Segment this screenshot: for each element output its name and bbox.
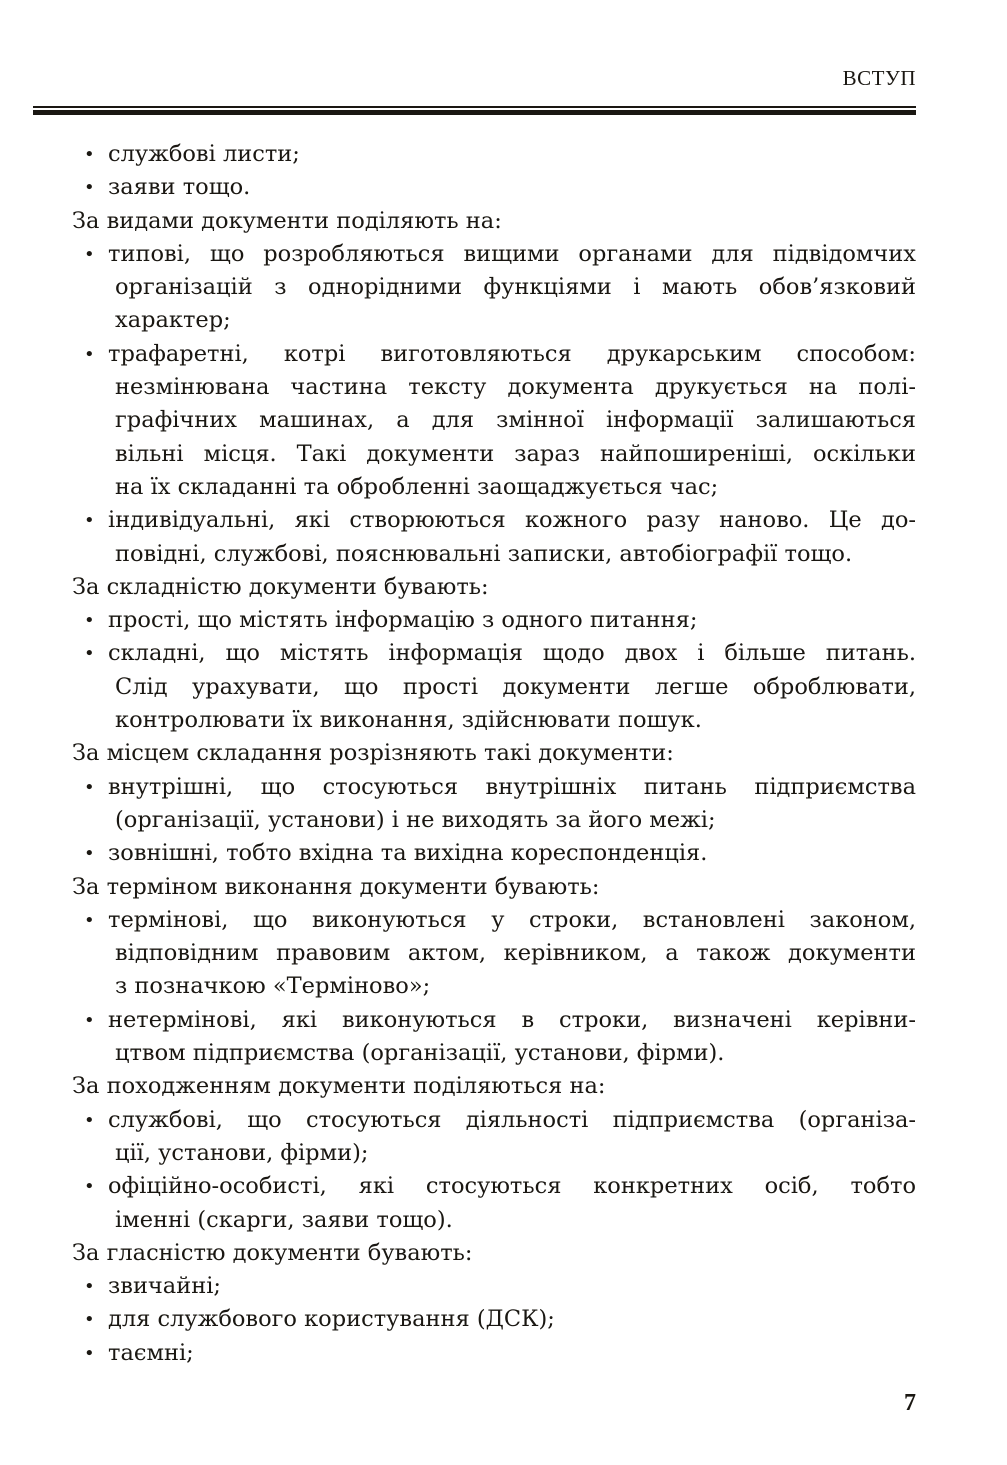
running-header: ВСТУП [842, 66, 916, 90]
list-item-line [0, 1170, 1007, 1203]
bullet-icon: • [84, 343, 95, 365]
list-item-line [0, 837, 1007, 870]
paragraph-line [0, 1237, 1007, 1270]
line-text: термінові, що виконуються у строки, встановлені законом, [108, 906, 916, 933]
line-text: для службового користування (ДСК); [108, 1306, 555, 1333]
list-item-line [0, 1104, 1007, 1137]
list-item-line [0, 271, 1007, 304]
line-text: таємні; [108, 1339, 194, 1366]
list-item-line [0, 1037, 1007, 1070]
list-item-line [0, 1270, 1007, 1303]
list-item-line [0, 471, 1007, 504]
line-text: ції, установи, фірми); [115, 1139, 369, 1166]
line-text: За місцем складання розрізняють такі документи: [72, 740, 674, 767]
line-text: графічних машинах, а для змінної інформації залишаються [115, 407, 916, 434]
line-text: За гласністю документи бувають: [72, 1239, 473, 1266]
line-text: (організації, установи) і не виходять за його межі; [115, 806, 716, 833]
list-item-line [0, 704, 1007, 737]
paragraph-line [0, 871, 1007, 904]
page-body [0, 138, 1007, 1370]
line-text: За видами документи поділяють на: [72, 207, 502, 234]
bullet-icon: • [84, 1109, 95, 1131]
line-text: вільні місця. Такі документи зараз найпоширеніші, оскільки [115, 440, 916, 467]
list-item-line [0, 771, 1007, 804]
line-text: організацій з однорідними функціями і мають обов’язковий [115, 274, 916, 301]
line-text: внутрішні, що стосуються внутрішніх питань підприємства [108, 773, 916, 800]
list-item-line [0, 1303, 1007, 1336]
paragraph-line [0, 1070, 1007, 1103]
line-text: на їх складанні та обробленні заощаджується час; [115, 473, 719, 500]
line-text: незмінювана частина тексту документа друкується на полі- [115, 374, 916, 401]
list-item-line [0, 438, 1007, 471]
line-text: складні, що містять інформація щодо двох і більше питань. [108, 640, 916, 667]
bullet-icon: • [84, 243, 95, 265]
bullet-icon: • [84, 1009, 95, 1031]
list-item-line [0, 804, 1007, 837]
list-item-line [0, 1137, 1007, 1170]
header-rule-thin [33, 106, 916, 108]
page-number: 7 [904, 1390, 916, 1416]
line-text: нетермінові, які виконуються в строки, визначені керівни- [108, 1006, 916, 1033]
bullet-icon: • [84, 909, 95, 931]
list-item-line [0, 937, 1007, 970]
list-item-line [0, 1204, 1007, 1237]
line-text: відповідним правовим актом, керівником, а також документи [115, 940, 916, 967]
bullet-icon: • [84, 510, 95, 532]
paragraph-line [0, 571, 1007, 604]
bullet-icon: • [84, 1342, 95, 1364]
header-rule-thick [33, 110, 916, 115]
line-text: За терміном виконання документи бувають: [72, 873, 600, 900]
line-text: За походженням документи поділяються на: [72, 1073, 606, 1100]
bullet-icon: • [84, 610, 95, 632]
list-item-line [0, 604, 1007, 637]
line-text: службові листи; [108, 141, 300, 167]
list-item-line [0, 138, 1007, 171]
line-text: зовнішні, тобто вхідна та вихідна кореспонденція. [108, 840, 708, 867]
paragraph-line [0, 737, 1007, 770]
line-text: індивідуальні, які створюються кожного разу наново. Це до- [108, 507, 916, 534]
line-text: типові, що розробляються вищими органами для підвідомчих [108, 240, 916, 267]
line-text: іменні (скарги, заяви тощо). [115, 1206, 453, 1233]
line-text: цтвом підприємства (організації, установи, фірми). [115, 1040, 725, 1067]
list-item-line [0, 504, 1007, 537]
line-text: заяви тощо. [108, 174, 251, 201]
list-item-line [0, 371, 1007, 404]
bullet-icon: • [84, 643, 95, 665]
bullet-icon: • [84, 1276, 95, 1298]
line-text: трафаретні, котрі виготовляються друкарським способом: [108, 340, 916, 367]
bullet-icon: • [84, 177, 95, 199]
list-item-line [0, 338, 1007, 371]
list-item-line [0, 304, 1007, 337]
list-item-line [0, 171, 1007, 204]
list-item-line [0, 970, 1007, 1003]
line-text: контролювати їх виконання, здійснювати пошук. [115, 707, 702, 734]
list-item-line [0, 637, 1007, 670]
line-text: За складністю документи бувають: [72, 573, 489, 600]
list-item-line [0, 538, 1007, 571]
bullet-icon: • [84, 1176, 95, 1198]
list-item-line [0, 1337, 1007, 1370]
line-text: службові, що стосуються діяльності підприємства (організа- [108, 1106, 916, 1133]
bullet-icon: • [84, 144, 95, 165]
line-text: з позначкою «Терміново»; [115, 973, 431, 1000]
line-text: офіційно-особисті, які стосуються конкретних осіб, тобто [108, 1173, 916, 1200]
list-item-line [0, 671, 1007, 704]
line-text: характер; [115, 307, 231, 334]
bullet-icon: • [84, 1309, 95, 1331]
list-item-line [0, 1004, 1007, 1037]
line-text: прості, що містять інформацію з одного питання; [108, 607, 698, 634]
bullet-icon: • [84, 776, 95, 798]
list-item-line [0, 404, 1007, 437]
line-text: повідні, службові, пояснювальні записки, автобіографії тощо. [115, 540, 853, 567]
list-item-line [0, 238, 1007, 271]
paragraph-line [0, 205, 1007, 238]
line-text: Слід урахувати, що прості документи легше оброблювати, [115, 673, 916, 700]
bullet-icon: • [84, 843, 95, 865]
list-item-line [0, 904, 1007, 937]
line-text: звичайні; [108, 1273, 221, 1300]
